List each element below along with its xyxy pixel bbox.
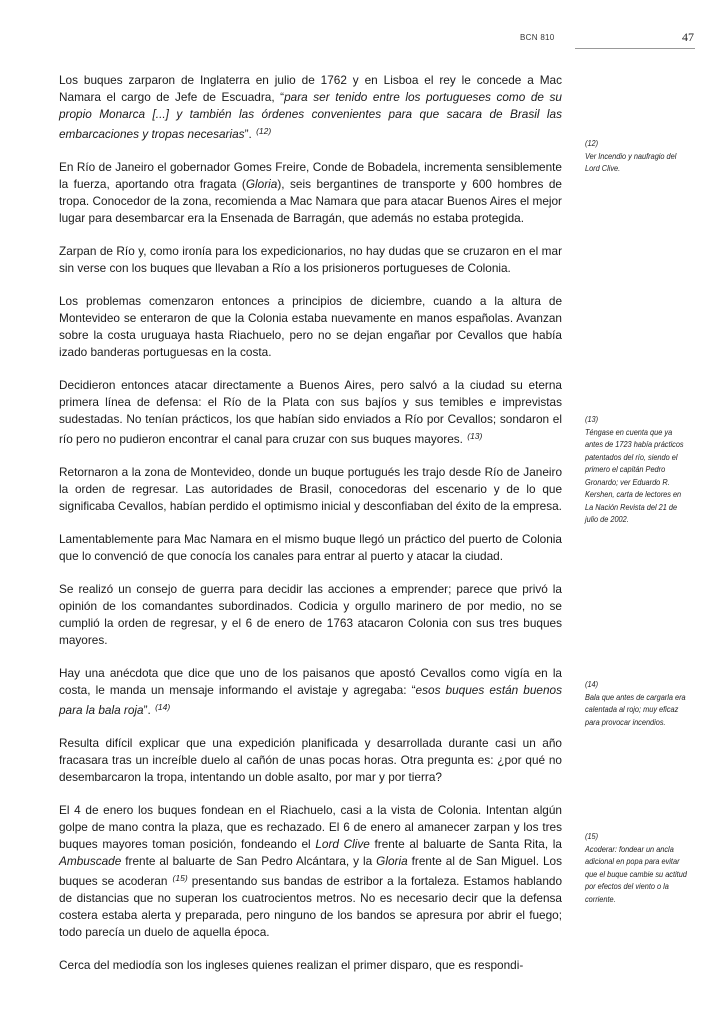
text-segment: presentando sus bandas de estribor a la fortaleza. Estamos hablando de distancias que no superan los cuatrocientos metros. No es necesario decir que la defensa costera estaba alerta y preparada, pero ninguno de los bandos se apresura por abrir el fuego; todo parecía un duelo de aquella época. — [59, 874, 563, 939]
text-segment: frente al baluarte de San Pedro Alcántara, y la — [121, 854, 377, 868]
text-segment: ”. — [143, 703, 155, 717]
text-segment: En Río de Janeiro el gobernador Gomes Freire, Conde de Bobadela, incrementa sensiblemente la fuerza, aportando otra fragata ( — [59, 160, 562, 191]
text-segment: Cerca del mediodía son los ingleses quienes realizan el primer disparo, que es respondi- — [59, 958, 524, 972]
italic-text: Gloria — [376, 854, 408, 868]
text-segment: Lamentablemente para Mac Namara en el mismo buque llegó un práctico del puerto de Colonia que lo convenció de que conocía los canales para entrar al puerto y atacar la ciudad. — [59, 532, 562, 563]
text-segment: frente al baluarte de Santa Rita, la — [369, 837, 562, 851]
paragraph — [59, 802, 562, 941]
sidenote-number: (15) — [585, 832, 599, 841]
paragraph — [59, 531, 562, 565]
italic-text: Ambuscade — [59, 854, 122, 868]
sidenote-13 — [585, 414, 691, 527]
paragraph — [59, 72, 562, 143]
italic-text: para ser tenido entre los portugueses como de su propio Monarca [...] y también las órdenes convenientes para que sacara de Brasil las embarcaciones y tropas necesarias — [59, 90, 562, 141]
body-text — [59, 72, 562, 990]
sidenote-text: Bala que antes de cargarla era calentada al rojo; muy eficaz para provocar incendios. — [585, 692, 686, 727]
italic-text: Gloria — [245, 177, 278, 191]
italic-text: Lord Clive — [315, 837, 370, 851]
text-segment: El 4 de enero los buques fondean en el Riachuelo, casi a la vista de Colonia. Intentan algún golpe de mano contra la plaza, que es rechazado. El 6 de enero al amanecer zarpan y los tres buques mayores toman posición, fondeando el — [59, 803, 562, 851]
text-segment: Los problemas comenzaron entonces a principios de diciembre, cuando a la altura de Montevideo se enteraron de que la Colonia estaba nuevamente en manos españolas. Avanzan sobre la costa uruguaya hasta Riachuelo, pero no se dejan engañar por Cevallos que había izado banderas portuguesas en la costa. — [59, 294, 562, 359]
footnote-reference: (13) — [467, 431, 483, 441]
paragraph — [59, 293, 562, 361]
text-segment: Resulta difícil explicar que una expedición planificada y desarrollada durante casi un año fracasara tras un increíble duelo al cañón de unas pocas horas. Otra pregunta es: ¿por qué no desembarcaron la tropa, intentando un doble asalto, por mar y por tierra? — [59, 736, 562, 784]
text-segment: ), seis bergantines de transporte y 600 hombres de tropa. Conocedor de la zona, recomienda a Mac Namara que para atacar Buenos Aires el mejor lugar para desembarcar era la Ensenada de Barragán, que además no estaba protegida. — [59, 177, 562, 225]
paragraph — [59, 377, 562, 448]
header-rule — [575, 48, 695, 49]
running-header-label: BCN 810 — [520, 33, 555, 42]
italic-text: esos buques están buenos para la bala roja — [59, 683, 563, 717]
sidenote-number: (13) — [585, 415, 599, 424]
text-segment: Se realizó un consejo de guerra para decidir las acciones a emprender; parece que privó la opinión de los comandantes subordinados. Codicia y orgullo marinero de por medio, no se cumplió la orden de regresar, y el 6 de enero de 1763 atacaron Colonia con sus tres buques mayores. — [59, 582, 562, 647]
sidenote-15 — [585, 831, 691, 906]
paragraph — [59, 665, 562, 719]
paragraph — [59, 243, 562, 277]
text-segment: Hay una anécdota que dice que uno de los paisanos que apostó Cevallos como vigía en la costa, le manda un mensaje informando el avistaje y agregaba: “ — [59, 666, 562, 697]
sidenote-text: Acoderar: fondear un ancla adicional en popa para evitar que el buque cambie su actitud por efectos del viento o la corriente. — [585, 844, 687, 904]
footnote-reference: (14) — [155, 702, 171, 712]
footnote-reference: (12) — [256, 126, 272, 136]
sidenote-14 — [585, 679, 691, 729]
sidenote-number: (12) — [585, 139, 599, 148]
text-segment: Retornaron a la zona de Montevideo, donde un buque portugués les trajo desde Río de Janeiro la orden de regresar. Las autoridades de Brasil, conocedoras del escenario y de lo que significaba Cevallos, habían perdido el optimismo inicial y desconfiaban del éxito de la empresa. — [59, 465, 562, 513]
sidenote-12 — [585, 138, 691, 176]
paragraph — [59, 464, 562, 515]
text-segment: Zarpan de Río y, como ironía para los expedicionarios, no hay dudas que se cruzaron en el mar sin verse con los buques que llevaban a Río a los prisioneros portugueses de Colonia. — [59, 244, 562, 275]
paragraph — [59, 735, 562, 786]
paragraph — [59, 159, 562, 227]
footnote-reference: (15) — [172, 873, 188, 883]
page-number: 47 — [682, 30, 694, 44]
text-segment: Los buques zarparon de Inglaterra en julio de 1762 y en Lisboa el rey le concede a Mac Namara el cargo de Jefe de Escuadra, “ — [59, 73, 562, 104]
text-segment: Decidieron entonces atacar directamente a Buenos Aires, pero salvó a la ciudad su eterna primera línea de defensa: el Río de la Plata con sus bajíos y sus temibles e imprevistas sudestadas. No tenían prácticos, los que habían sido enviados a Río por Cevallos; sondaron el río pero no pudieron encontrar el canal para cruzar con sus buques mayores. — [59, 378, 562, 446]
paragraph — [59, 957, 562, 974]
sidenote-text: Ver Incendio y naufragio del Lord Clive. — [585, 151, 677, 173]
sidenote-text: Téngase en cuenta que ya antes de 1723 había prácticos patentados del río, siendo el primero el capitán Pedro Gronardo; ver Eduardo R. Kershen, carta de lectores en La Nación Revista del 21 de julio de 2002. — [585, 427, 684, 524]
sidenote-number: (14) — [585, 680, 599, 689]
text-segment: frente al de San Miguel. Los buques se acoderan — [59, 854, 562, 888]
text-segment: ”. — [244, 127, 256, 141]
paragraph — [59, 581, 562, 649]
